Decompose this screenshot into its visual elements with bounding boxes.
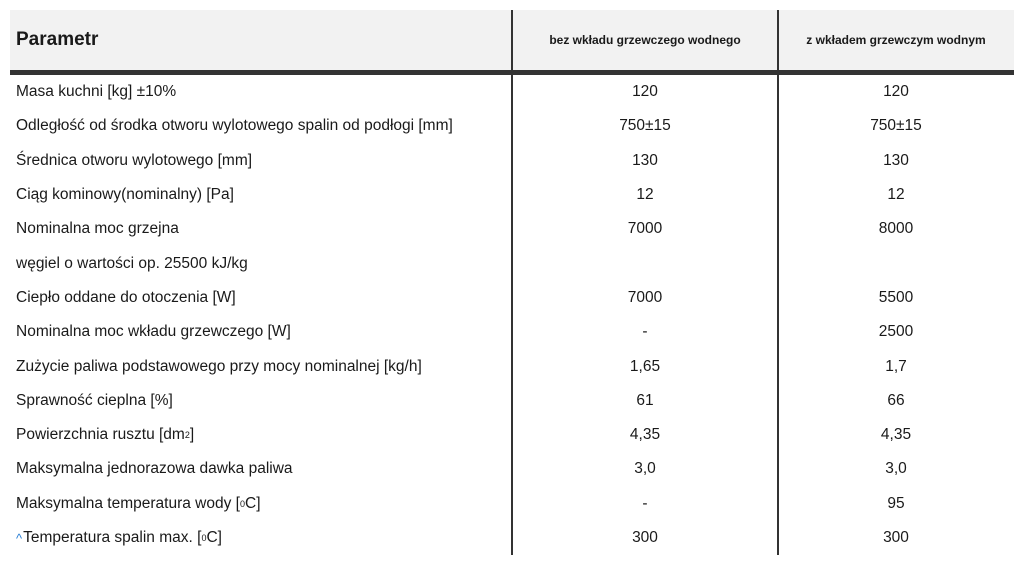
row-value-without: - xyxy=(642,323,648,341)
row-value-with: 5500 xyxy=(878,288,914,306)
row-value-with: 95 xyxy=(887,494,905,512)
row-value-with: 300 xyxy=(883,529,909,546)
row-value-without: 7000 xyxy=(627,288,663,306)
row-label: Ciąg kominowy(nominalny) [Pa] xyxy=(16,186,234,204)
row-value-without: 120 xyxy=(632,83,658,101)
column-divider xyxy=(777,10,779,555)
row-value-with: 3,0 xyxy=(885,460,907,478)
row-label: Sprawność cieplna [%] xyxy=(16,391,173,409)
caret-marker-icon: ^ xyxy=(16,530,23,546)
header-with-water-insert: z wkładem grzewczym wodnym xyxy=(806,33,986,47)
row-label: ^ Temperatura spalin max. [ 0 C] xyxy=(16,529,222,546)
row-value-without xyxy=(512,246,778,280)
row-label: Powierzchnia rusztu [dm 2 ] xyxy=(16,426,195,444)
row-value-with: 8000 xyxy=(878,220,914,238)
row-value-without: 12 xyxy=(636,186,654,204)
row-value-without: 61 xyxy=(636,391,654,409)
row-value-without: - xyxy=(642,494,648,512)
row-value-without: 7000 xyxy=(627,220,663,238)
row-value-with xyxy=(778,246,1014,280)
row-label-text: Temperatura spalin max. [ xyxy=(23,529,202,546)
row-label: węgiel o wartości op. 25500 kJ/kg xyxy=(16,254,248,272)
row-label: Średnica otworu wylotowego [mm] xyxy=(16,151,253,169)
row-label-text-end: ] xyxy=(189,426,195,444)
row-label-text-end: C] xyxy=(245,494,261,512)
row-value-without: 1,65 xyxy=(629,357,661,375)
row-value-without: 4,35 xyxy=(629,426,661,444)
row-label: Ciepło oddane do otoczenia [W] xyxy=(16,288,236,306)
row-label: Masa kuchni [kg] ±10% xyxy=(16,83,177,101)
row-value-with: 66 xyxy=(887,391,905,409)
row-value-with: 12 xyxy=(887,186,905,204)
row-label: Odległość od środka otworu wylotowego spalin od podłogi [mm] xyxy=(16,117,453,135)
row-label-text: Powierzchnia rusztu [dm xyxy=(16,426,185,444)
row-value-without: 130 xyxy=(632,151,658,169)
row-label: Nominalna moc wkładu grzewczego [W] xyxy=(16,323,291,341)
row-value-with: 120 xyxy=(883,83,909,101)
row-value-with: 2500 xyxy=(878,323,914,341)
row-label: Nominalna moc grzejna xyxy=(16,220,179,238)
row-label-text: Maksymalna temperatura wody [ xyxy=(16,494,240,512)
row-value-with: 1,7 xyxy=(885,357,907,375)
header-without-water-insert: bez wkładu grzewczego wodnego xyxy=(549,33,741,47)
row-value-without: 3,0 xyxy=(634,460,656,478)
row-label-text-end: C] xyxy=(206,529,222,546)
row-label: Maksymalna jednorazowa dawka paliwa xyxy=(16,460,293,478)
row-value-without: 750±15 xyxy=(619,117,671,135)
row-label: Zużycie paliwa podstawowego przy mocy nominalnej [kg/h] xyxy=(16,357,422,375)
spec-table xyxy=(10,10,1014,555)
row-value-without: 300 xyxy=(632,529,658,546)
row-value-with: 4,35 xyxy=(880,426,912,444)
row-value-with: 130 xyxy=(883,151,909,169)
row-value-with: 750±15 xyxy=(870,117,922,135)
row-label: Maksymalna temperatura wody [ 0 C] xyxy=(16,494,261,512)
column-divider xyxy=(511,10,513,555)
header-parametr: Parametr xyxy=(16,29,99,50)
